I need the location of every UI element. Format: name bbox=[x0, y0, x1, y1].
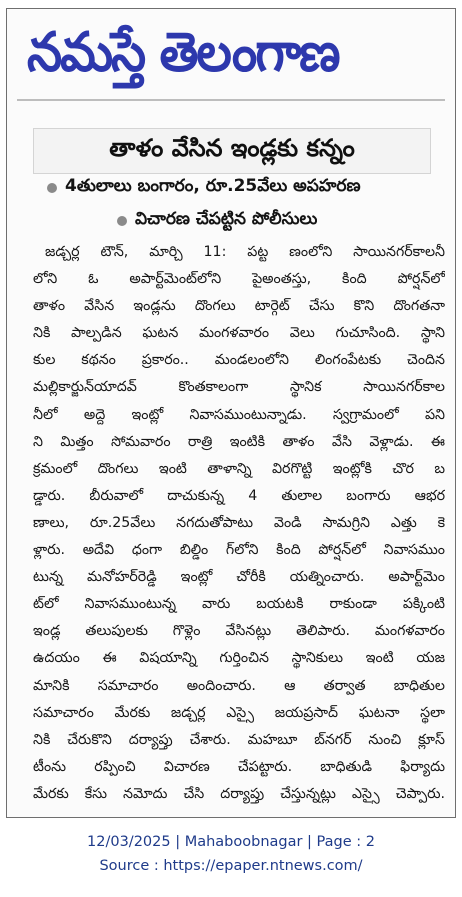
subhead-1 bbox=[47, 175, 447, 201]
article-line: ఉదయం ఈ విషయాన్ని గుర్తించిన స్థానికులు ఇంటి యజ bbox=[33, 650, 445, 667]
article-line: లోని ఓ అపార్ట్‌మెంట్‌లోని పైఅంతస్తు, కింది పోర్షన్‌లో bbox=[33, 271, 445, 288]
article-line: టీంను రప్పించి విచారణ చేపట్టారు. బాధితుడి ఫిర్యాదు bbox=[33, 758, 445, 775]
masthead-divider bbox=[17, 99, 445, 101]
subhead-2 bbox=[117, 208, 417, 234]
subhead-2-text: విచారణ చేపట్టిన పోలీసులు bbox=[135, 209, 318, 229]
article-line: డ్డారు. బీరువాలో దాచుకున్న 4 తులాల బంగారు ఆభర bbox=[33, 487, 445, 504]
masthead-logo: నమస్తే తెలంగాణ bbox=[27, 20, 339, 84]
article-line: ణాలు, రూ.25వేలు నగదుతోపాటు వెండి సామగ్రిని ఎత్తు కె bbox=[33, 514, 445, 531]
bullet-icon bbox=[47, 183, 57, 193]
article-line: జడ్చర్ల టౌన్, మార్చి 11: పట్ట ణంలోని సాయినగర్‌కాలనీ bbox=[45, 244, 445, 260]
article-line: మేరకు కేసు నమోదు చేసి దర్యాప్తు చేస్తున్నట్లు ఎస్సై చెప్పారు. bbox=[33, 785, 445, 802]
article-line: నీలో అద్దె ఇంట్లో నివాసముంటున్నాడు. స్వగ్రామంలో పని bbox=[33, 406, 445, 423]
edition-info: 12/03/2025 | Mahaboobnagar | Page : 2 bbox=[87, 834, 375, 850]
subhead-1-text: 4తులాలు బంగారం, రూ.25వేలు అపహరణ bbox=[65, 176, 361, 196]
bullet-icon bbox=[117, 216, 127, 226]
article-body bbox=[33, 239, 445, 808]
article-line: క్రమంలో దొంగలు ఇంటి తాళాన్ని విరగొట్టి ఇంట్లోకి చొర బ bbox=[33, 460, 445, 477]
article-line: ఇండ్ల తలుపులకు గొళ్లెం వేసినట్లు తెలిపారు. మంగళవారం bbox=[33, 623, 445, 640]
article-line: ళ్లారు. అదేవి ధంగా బిల్డిం గ్‌లోని కింది పోర్షన్‌లో నివాసముం bbox=[33, 542, 445, 559]
article-headline: తాళం వేసిన ఇండ్లకు కన్నం bbox=[109, 134, 355, 162]
article-line: తాళం వేసిన ఇండ్లను దొంగలు టార్గెట్ చేసు కొని దొంగతనా bbox=[33, 298, 445, 315]
headline-box bbox=[33, 128, 431, 174]
source-link[interactable]: Source : https://epaper.ntnews.com/ bbox=[99, 858, 363, 874]
article-line: టున్న మనోహర్‌రెడ్డి ఇంట్లో చోరీకి యత్నించారు. అపార్ట్‌మెం bbox=[33, 569, 445, 586]
article-line: మానికి సమాచారం అందించారు. ఆ తర్వాత బాధితుల bbox=[33, 677, 445, 694]
article-line: నికి పాల్పడిన ఘటన మంగళవారం వెలు గుచూసింది. స్థాని bbox=[33, 325, 445, 342]
article-line: ట్‌లో నివాసముంటున్న వారు బయటకి రాకుండా పక్కింటి bbox=[33, 596, 445, 613]
article-line: కుల కథనం ప్రకారం.. మండలంలోని లింగంపేటకు చెందిన bbox=[33, 352, 445, 369]
article-line: ని మిత్తం సోమవారం రాత్రి ఇంటికి తాళం వేసి వెళ్లాడు. ఈ bbox=[33, 433, 445, 450]
article-line: మల్లికార్జున్‌యాదవ్ కొంతకాలంగా స్థానిక సాయినగర్‌కాల bbox=[33, 379, 445, 396]
newspaper-clipping bbox=[6, 8, 456, 818]
article-line: నికి చేరుకొని దర్యాప్తు చేశారు. మహబూ బ్‌నగర్ నుంచి క్లూస్ bbox=[33, 731, 445, 748]
article-line: సమాచారం మేరకు జడ్చర్ల ఎస్సై జయప్రసాద్ ఘటనా స్థలా bbox=[33, 704, 445, 721]
